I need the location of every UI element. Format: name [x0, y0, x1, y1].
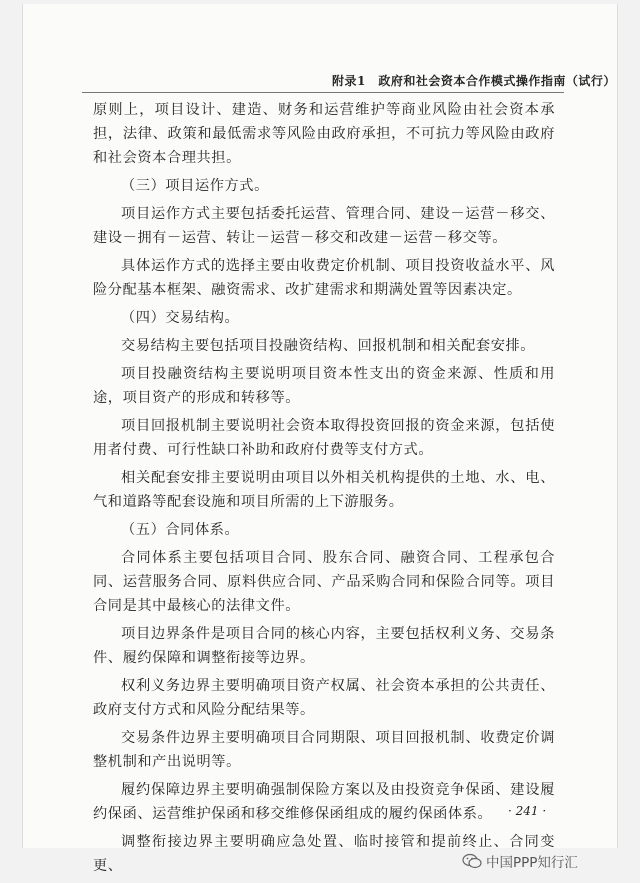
running-header: 附录1 政府和社会资本合作模式操作指南（试行） [332, 74, 616, 88]
paragraph: 相关配套安排主要说明由项目以外相关机构提供的土地、水、电、气和道路等配套设施和项目所需的上下游服务。 [93, 470, 555, 510]
paragraph: 调整衔接边界主要明确应急处置、临时接管和提前终止、合同变更、 [93, 834, 555, 874]
header-rule [82, 92, 564, 93]
paragraph: 具体运作方式的选择主要由收费定价机制、项目投资收益水平、风险分配基本框架、融资需求、改扩建需求和期满处置等因素决定。 [93, 258, 555, 298]
wechat-icon [462, 853, 482, 869]
paragraph: 项目投融资结构主要说明项目资本性支出的资金来源、性质和用途，项目资产的形成和转移等。 [93, 366, 555, 406]
paragraph: 项目边界条件是项目合同的核心内容，主要包括权利义务、交易条件、履约保障和调整衔接等边界。 [93, 626, 555, 666]
paragraph: 交易结构主要包括项目投融资结构、回报机制和相关配套安排。 [121, 338, 536, 354]
paragraph: 合同体系主要包括项目合同、股东合同、融资合同、工程承包合同、运营服务合同、原料供应合同、产品采购合同和保险合同等。项目合同是其中最核心的法律文件。 [93, 550, 555, 614]
page-number: · 241 · [508, 804, 547, 818]
paragraph: 原则上，项目设计、建造、财务和运营维护等商业风险由社会资本承担，法律、政策和最低需求等风险由政府承担，不可抗力等风险由政府和社会资本合理共担。 [93, 102, 555, 166]
paragraph: 项目回报机制主要说明社会资本取得投资回报的资金来源，包括使用者付费、可行性缺口补助和政府付费等支付方式。 [93, 418, 555, 458]
page-body [93, 98, 555, 882]
paragraph: 交易条件边界主要明确项目合同期限、项目回报机制、收费定价调整机制和产出说明等。 [93, 730, 555, 770]
section-heading: （四）交易结构。 [121, 310, 240, 326]
section-heading: （三）项目运作方式。 [121, 178, 269, 194]
watermark-text: 中国PPP知行汇 [486, 855, 578, 871]
watermark [462, 851, 578, 871]
paragraph: 履约保障边界主要明确强制保险方案以及由投资竞争保函、建设履约保函、运营维护保函和移交维修保函组成的履约保函体系。 [93, 782, 555, 822]
section-heading: （五）合同体系。 [121, 522, 240, 538]
paragraph: 项目运作方式主要包括委托运营、管理合同、建设－运营－移交、建设－拥有－运营、转让－运营－移交和改建－运营－移交等。 [93, 206, 555, 246]
paragraph: 权利义务边界主要明确项目资产权属、社会资本承担的公共责任、政府支付方式和风险分配结果等。 [93, 678, 555, 718]
